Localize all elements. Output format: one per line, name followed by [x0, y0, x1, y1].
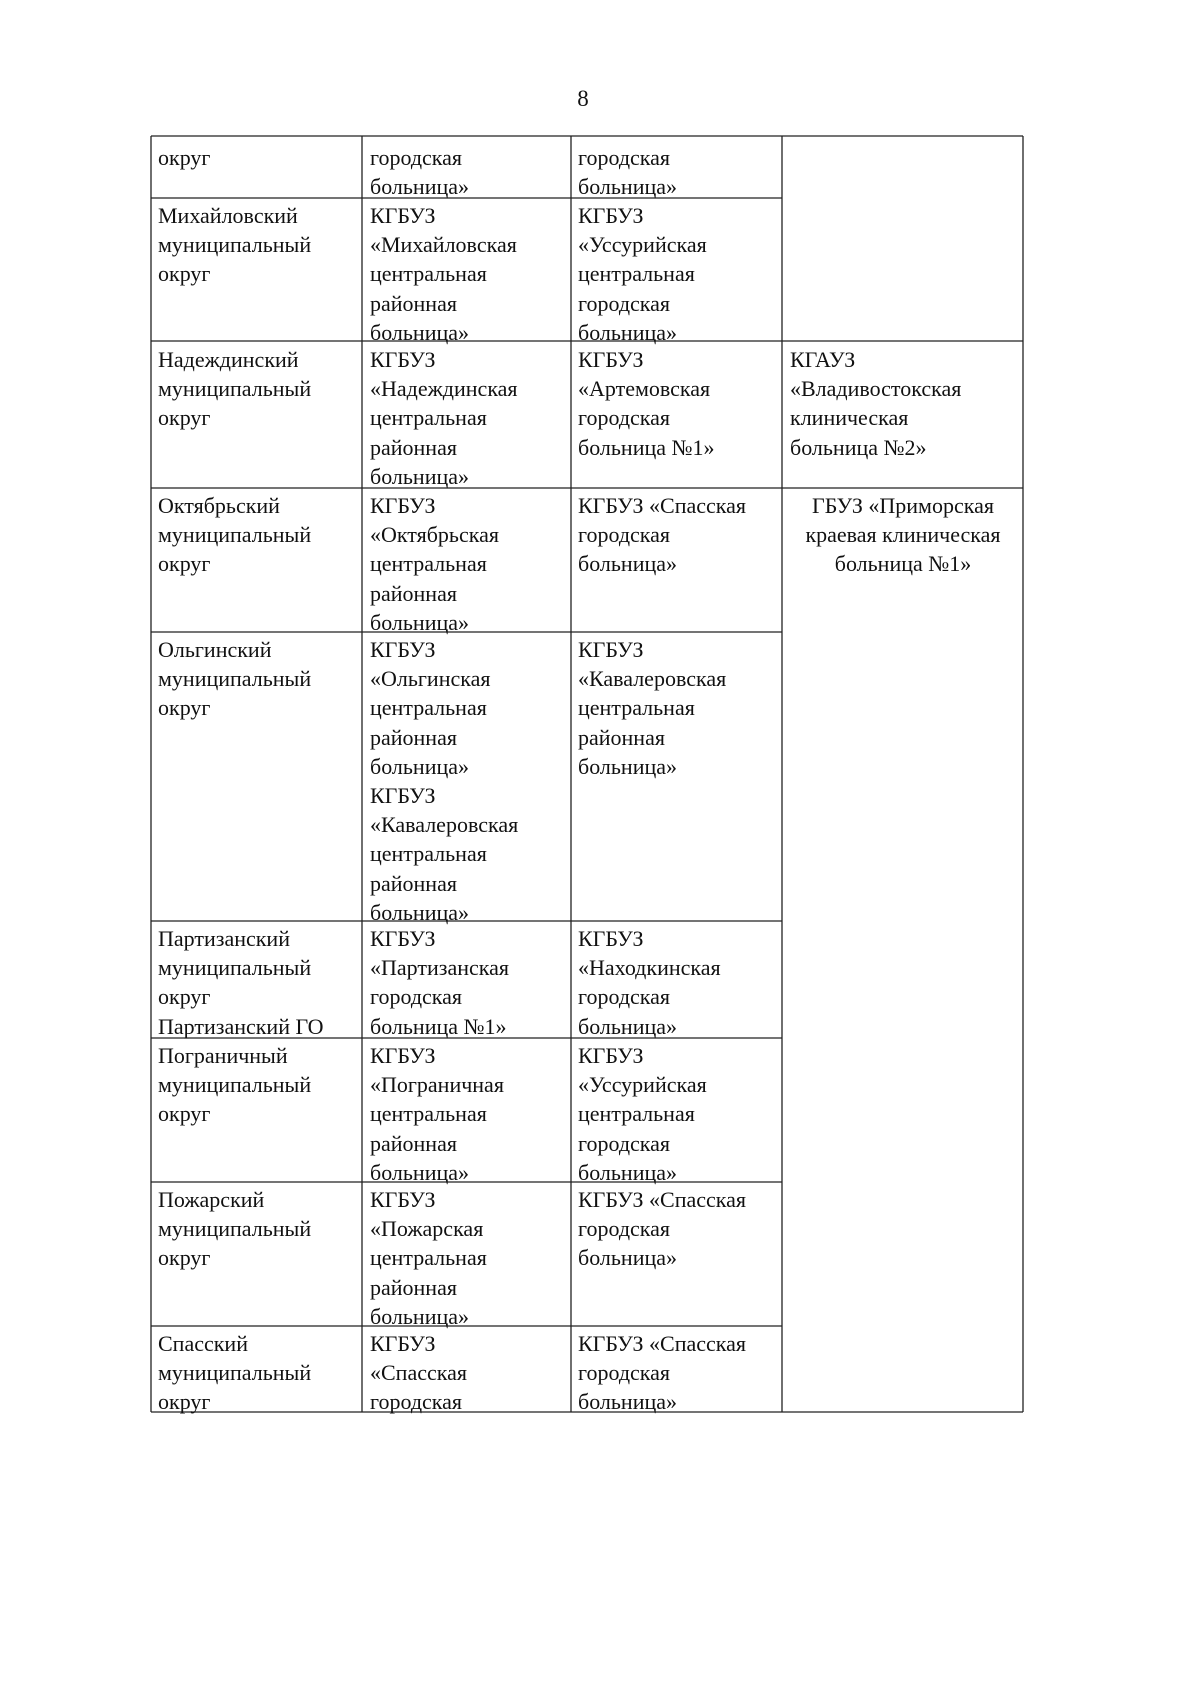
center-hospital-cell: ГБУЗ «Приморская краевая клиническая больница №1» — [805, 493, 1001, 577]
local-hospital-cell: городская больница» — [370, 145, 469, 200]
district-cell: Партизанский муниципальный округ Партизанский ГО — [158, 926, 324, 1039]
district-cell: Пограничный муниципальный округ — [158, 1043, 312, 1127]
district-cell: Ольгинский муниципальный округ — [158, 637, 312, 721]
page-number: 8 — [577, 86, 589, 111]
regional-hospital-cell: КГБУЗ «Находкинская городская больница» — [578, 926, 721, 1039]
hospital-assignment-table — [150, 135, 1034, 1413]
regional-hospital-cell: КГБУЗ «Спасская городская больница» — [578, 1331, 747, 1415]
regional-hospital-cell: КГБУЗ «Уссурийская центральная городская больница» — [578, 203, 707, 345]
regional-hospital-cell: КГБУЗ «Артемовская городская больница №1» — [578, 347, 715, 460]
center-hospital-cell: КГАУЗ «Владивостокская клиническая больница №2» — [790, 347, 962, 460]
local-hospital-cell: КГБУЗ «Спасская городская — [370, 1331, 467, 1415]
regional-hospital-cell: КГБУЗ «Уссурийская центральная городская больница» — [578, 1043, 707, 1185]
regional-hospital-cell: КГБУЗ «Кавалеровская центральная районная больница» — [578, 637, 727, 779]
regional-hospital-cell: КГБУЗ «Спасская городская больница» — [578, 493, 747, 577]
local-hospital-cell: КГБУЗ «Партизанская городская больница №1» — [370, 926, 509, 1039]
regional-hospital-cell: КГБУЗ «Спасская городская больница» — [578, 1187, 747, 1271]
district-cell: Октябрьский муниципальный округ — [158, 493, 312, 577]
local-hospital-cell: КГБУЗ «Пограничная центральная районная больница» — [370, 1043, 504, 1185]
district-cell: Надеждинский муниципальный округ — [158, 347, 312, 431]
district-cell: Михайловский муниципальный округ — [158, 203, 312, 287]
local-hospital-cell: КГБУЗ «Ольгинская центральная районная больница» КГБУЗ «Кавалеровская центральная районная больница» — [370, 637, 519, 925]
district-cell: Пожарский муниципальный округ — [158, 1187, 312, 1271]
local-hospital-cell: КГБУЗ «Пожарская центральная районная больница» — [370, 1187, 487, 1329]
regional-hospital-cell: городская больница» — [578, 145, 677, 200]
district-cell: Спасский муниципальный округ — [158, 1331, 312, 1415]
local-hospital-cell: КГБУЗ «Надеждинская центральная районная больница» — [370, 347, 518, 489]
local-hospital-cell: КГБУЗ «Михайловская центральная районная больница» — [370, 203, 517, 345]
local-hospital-cell: КГБУЗ «Октябрьская центральная районная больница» — [370, 493, 499, 635]
district-cell: округ — [158, 145, 211, 170]
